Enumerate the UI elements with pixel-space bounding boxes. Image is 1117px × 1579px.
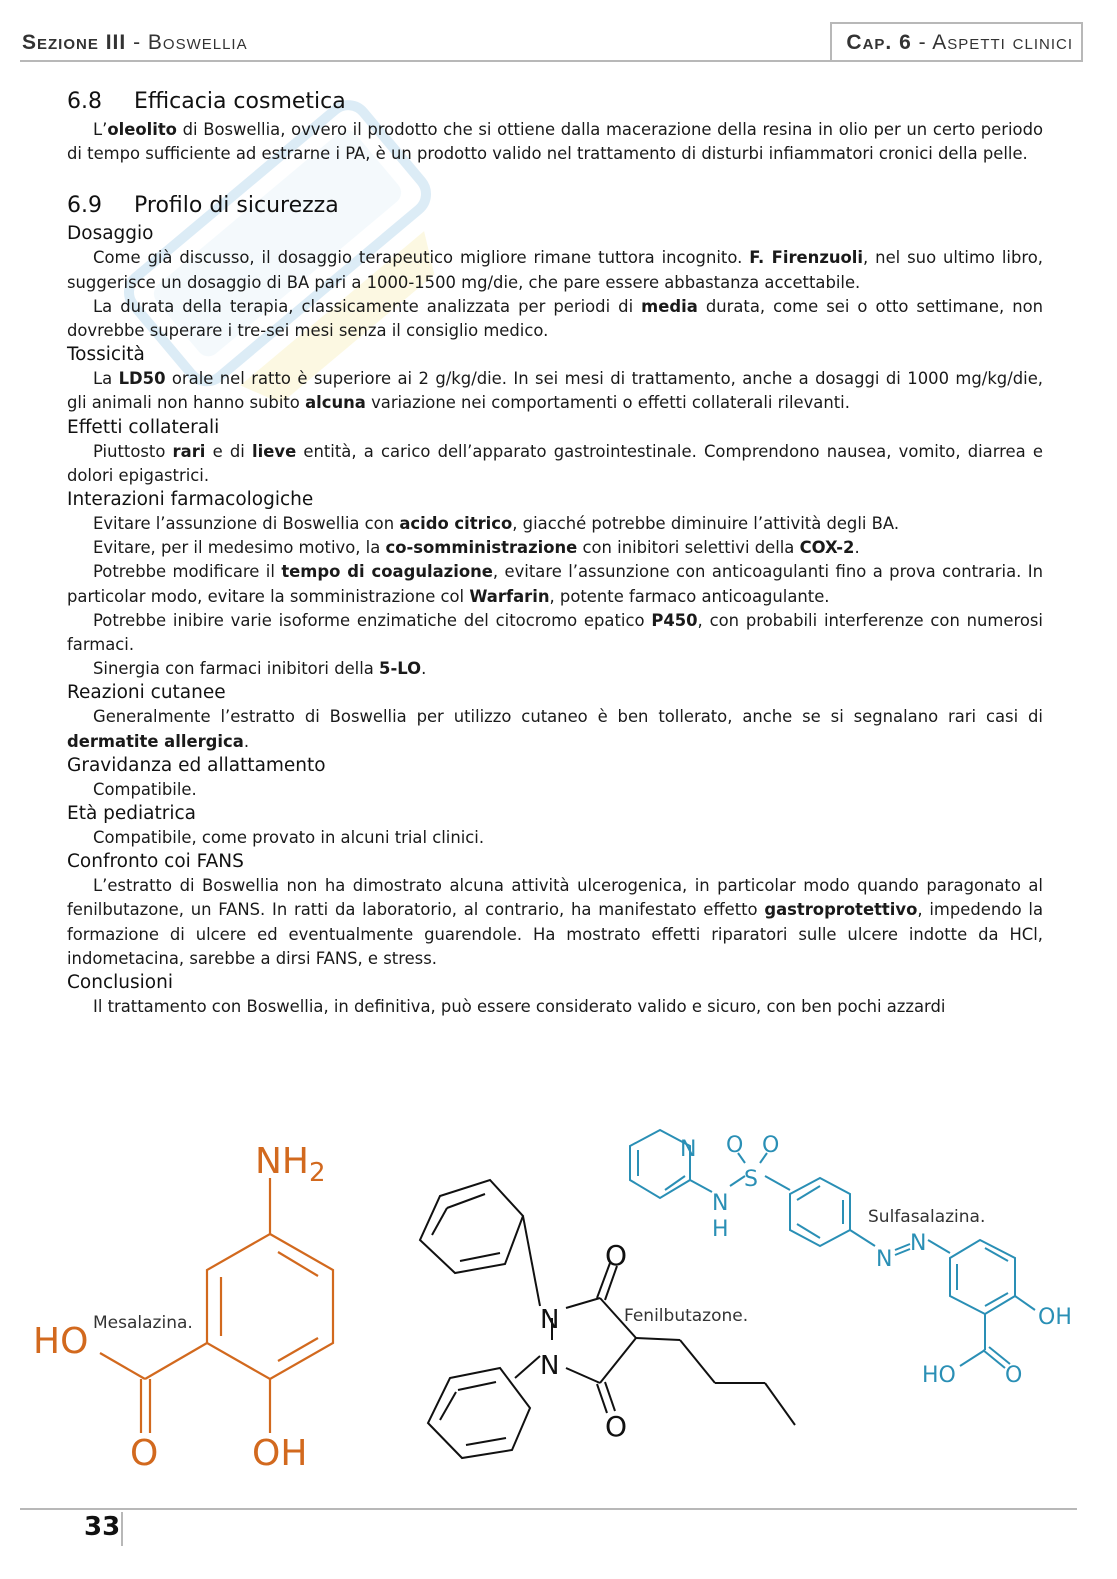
paragraph-interazioni-1: Evitare l’assunzione di Boswellia con acido citrico, giacché potrebbe diminuire l’attività degli BA. <box>93 514 900 534</box>
subheading-effetti-collaterali: Effetti collaterali <box>67 416 220 438</box>
section-heading-6-8 <box>67 86 1043 118</box>
sulfasalazina-s: S <box>744 1167 758 1192</box>
fenilbutazone-n-bottom: N <box>540 1351 560 1381</box>
sulfasalazina-n-azo1: N <box>876 1247 893 1272</box>
header-section <box>22 24 248 62</box>
header-chapter-word: Cap. <box>846 31 893 54</box>
paragraph-conclusioni: Il trattamento con Boswellia, in definitiva, può essere considerato valido e sicuro, con ben pochi azzardi <box>93 997 946 1017</box>
section-number: 6.9 <box>67 193 102 219</box>
sulfasalazina-n-pyridine: N <box>680 1137 697 1162</box>
subheading-reazioni-cutanee: Reazioni cutanee <box>67 682 226 704</box>
paragraph-dosaggio-1: Come già discusso, il dosaggio terapeutico migliore rimane tuttora incognito. F. Firenzuoli, nel suo ultimo libro, suggerisce un dosaggio di BA pari a 1000-1500 mg/die, che pare essere abbastanza accettabile. <box>67 248 1043 292</box>
section-title: Efficacia cosmetica <box>134 89 346 114</box>
page-number-divider <box>121 1512 123 1546</box>
fenilbutazone-n-top: N <box>540 1305 560 1335</box>
section-number: 6.8 <box>67 89 102 114</box>
sulfasalazina-n-azo2: N <box>910 1231 927 1256</box>
fenilbutazone-o-top: O <box>605 1239 628 1272</box>
mesalazina-ho: HO <box>33 1321 89 1362</box>
header-section-word: Sezione <box>22 31 99 54</box>
header-section-number: III <box>105 31 127 54</box>
sulfasalazina-o-right: O <box>762 1133 780 1158</box>
header-chapter-box <box>830 22 1083 60</box>
sulfasalazina-h: H <box>712 1217 729 1242</box>
mesalazina-structure <box>100 1178 333 1433</box>
mesalazina-oh: OH <box>252 1433 308 1474</box>
subheading-gravidanza: Gravidanza ed allattamento <box>67 754 326 776</box>
subheading-eta-pediatrica: Età pediatrica <box>67 803 197 825</box>
sulfasalazina-n-amide: N <box>712 1191 729 1216</box>
paragraph-interazioni-3: Potrebbe modificare il tempo di coagulazione, evitare l’assunzione con anticoagulanti fino a prova contraria. In particolar modo, evitare la somministrazione col Warfarin, potente farmaco anticoagulante. <box>67 562 1043 606</box>
paragraph-interazioni-5: Sinergia con farmaci inibitori della 5-LO. <box>93 659 427 679</box>
fenilbutazone-o-bottom: O <box>605 1410 628 1443</box>
section-heading-6-9 <box>67 190 1043 222</box>
paragraph-dosaggio-2: La durata della terapia, classicamente analizzata per periodi di media durata, come sei o otto settimane, non dovrebbe superare i tre-sei mesi senza il consiglio medico. <box>67 296 1043 341</box>
sulfasalazina-structure <box>630 1130 1035 1368</box>
page-number: 33 <box>84 1512 121 1542</box>
header-chapter-number: 6 <box>899 31 912 54</box>
paragraph-fans: L’estratto di Boswellia non ha dimostrato alcuna attività ulcerogenica, in particolar modo quando paragonato al fenilbutazone, un FANS. In ratti da laboratorio, al contrario, ha manifestato effetto gastroprotettivo, impedendo la formazione di ulcere ed eventualmente guarendole. Ha mostrato effetti riparatori sulle ulcere indotte da HCl, indometacina, sarebbe a dirsi FANS, e stress. <box>67 876 1043 968</box>
subheading-tossicita: Tossicità <box>67 344 145 366</box>
mesalazina-o: O <box>130 1433 159 1474</box>
paragraph-reazioni: Generalmente l’estratto di Boswellia per utilizzo cutaneo è ben tollerato, anche se si segnalano rari casi di dermatite allergica. <box>67 707 1043 751</box>
paragraph-interazioni-2: Evitare, per il medesimo motivo, la co-somministrazione con inibitori selettivi della COX-2. <box>93 538 860 558</box>
chemical-structures-figure <box>0 1128 1117 1498</box>
paragraph-oleolito: L’oleolito di Boswellia, ovvero il prodotto che si ottiene dalla macerazione della resina in olio per un certo periodo di tempo sufficiente ad estrarne i PA, è un prodotto valido nel trattamento di disturbi infiammatori cronici della pelle. <box>67 120 1043 164</box>
sulfasalazina-ho: HO <box>922 1363 956 1388</box>
section-title: Profilo di sicurezza <box>134 193 339 219</box>
subheading-interazioni: Interazioni farmacologiche <box>67 489 314 511</box>
subheading-confronto-fans: Confronto coi FANS <box>67 851 244 873</box>
mesalazina-nh2: $NH_2$ <box>255 1141 326 1188</box>
mesalazina-label: Mesalazina. <box>93 1313 193 1333</box>
paragraph-effetti: Piuttosto rari e di lieve entità, a carico dell’apparato gastrointestinale. Comprendono nausea, vomito, diarrea e dolori epigastrici. <box>67 441 1043 485</box>
sulfasalazina-o-left: O <box>726 1133 744 1158</box>
sulfasalazina-oh: OH <box>1038 1305 1072 1330</box>
paragraph-pediatrica: Compatibile, come provato in alcuni trial clinici. <box>93 828 485 848</box>
footer-rule <box>20 1508 1077 1510</box>
paragraph-interazioni-4: Potrebbe inibire varie isoforme enzimatiche del citocromo epatico P450, con probabili interferenze con numerosi farmaci. <box>67 610 1043 655</box>
paragraph-tossicita: La LD50 orale nel ratto è superiore ai 2 g/kg/die. In sei mesi di trattamento, anche a dosaggi di 1000 mg/kg/die, gli animali non hanno subito alcuna variazione nei comportamenti o effetti collaterali rilevanti. <box>67 369 1043 413</box>
subheading-conclusioni: Conclusioni <box>67 972 173 994</box>
page-header <box>20 22 1083 62</box>
header-section-title: - Boswellia <box>133 31 248 54</box>
subheading-dosaggio: Dosaggio <box>67 223 154 245</box>
main-content <box>67 86 1043 1019</box>
sulfasalazina-o-carbonyl: O <box>1005 1363 1023 1388</box>
paragraph-gravidanza: Compatibile. <box>93 779 197 799</box>
sulfasalazina-label: Sulfasalazina. <box>868 1207 986 1227</box>
fenilbutazone-label: Fenilbutazone. <box>624 1306 749 1326</box>
header-chapter <box>846 24 1073 62</box>
header-chapter-title: - Aspetti clinici <box>918 31 1073 54</box>
